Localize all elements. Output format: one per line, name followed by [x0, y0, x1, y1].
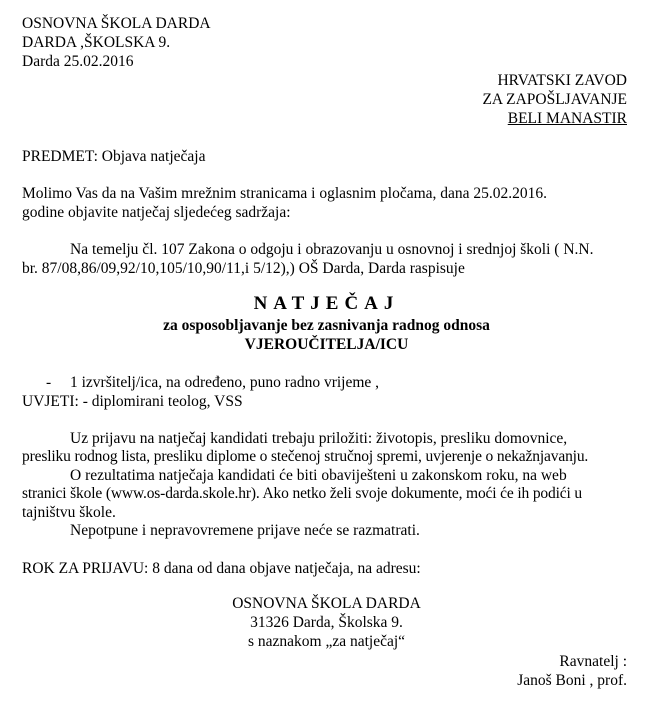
address-line-2: 31326 Darda, Školska 9.: [250, 614, 403, 631]
signature-role: Ravnatelj :: [559, 653, 627, 670]
competition-subtitle: za osposobljavanje bez zasnivanja radnog odnosa: [163, 317, 490, 334]
application-p2-line-1: O rezultatima natječaja kandidati će biti obaviješteni u zakonskom roku, na web: [70, 467, 567, 484]
request-line-2: godine objavite natječaj sljedećeg sadržaja:: [22, 204, 291, 221]
subject-label: PREDMET:: [22, 148, 98, 165]
application-p1-line-2: presliku rodnog lista, presliku diplome o stečenoj stručnoj spremi, uvjerenje o nekažnjavanju.: [22, 448, 589, 465]
deadline-text: 8 dana od dana objave natječaja, na adresu:: [148, 560, 421, 577]
application-p3: Nepotpune i nepravovremene prijave neće se razmatrati.: [70, 522, 420, 539]
item-text: 1 izvršitelj/ica, na određeno, puno radno vrijeme ,: [70, 374, 380, 391]
deadline-label: ROK ZA PRIJAVU:: [22, 560, 149, 577]
recipient-line-3: BELI MANASTIR: [507, 110, 627, 127]
sender-school-name: OSNOVNA ŠKOLA DARDA: [22, 15, 211, 32]
legal-basis-line-2: br. 87/08,86/09,92/10,105/10,90/11,i 5/12),) OŠ Darda, Darda raspisuje: [22, 260, 465, 277]
request-line-1: Molimo Vas da na Vašim mrežnim stranicama i oglasnim pločama, dana 25.02.2016.: [22, 185, 548, 202]
address-line-1: OSNOVNA ŠKOLA DARDA: [232, 595, 421, 612]
sender-address: DARDA ,ŠKOLSKA 9.: [22, 34, 171, 51]
deadline-line: [22, 559, 421, 578]
recipient-line-2: ZA ZAPOŠLJAVANJE: [482, 91, 627, 108]
item-bullet: -: [46, 374, 52, 391]
subject-text: Objava natječaja: [97, 148, 206, 165]
address-line-3: s naznakom „za natječaj“: [247, 633, 406, 650]
signature-name: Janoš Boni , prof.: [517, 672, 627, 689]
conditions-line: UVJETI: - diplomirani teolog, VSS: [22, 393, 243, 410]
recipient-line-1: HRVATSKI ZAVOD: [497, 72, 627, 89]
legal-basis-line-1: Na temelju čl. 107 Zakona o odgoju i obrazovanju u osnovnoj i srednjoj školi ( N.N.: [70, 241, 594, 258]
competition-position: VJEROUČITELJA/ICU: [244, 336, 409, 353]
application-p1-line-1: Uz prijavu na natječaj kandidati trebaju priložiti: životopis, presliku domovnice,: [70, 430, 568, 447]
application-p2-line-2: stranici škole (www.os-darda.skole.hr). Ako netko želi svoje dokumente, moći će ih podići u: [22, 485, 582, 502]
sender-date: Darda 25.02.2016: [22, 53, 134, 70]
application-p2-line-3: tajništvu škole.: [22, 504, 116, 521]
competition-title: NATJEČAJ: [253, 293, 400, 314]
subject-line: [22, 147, 205, 166]
